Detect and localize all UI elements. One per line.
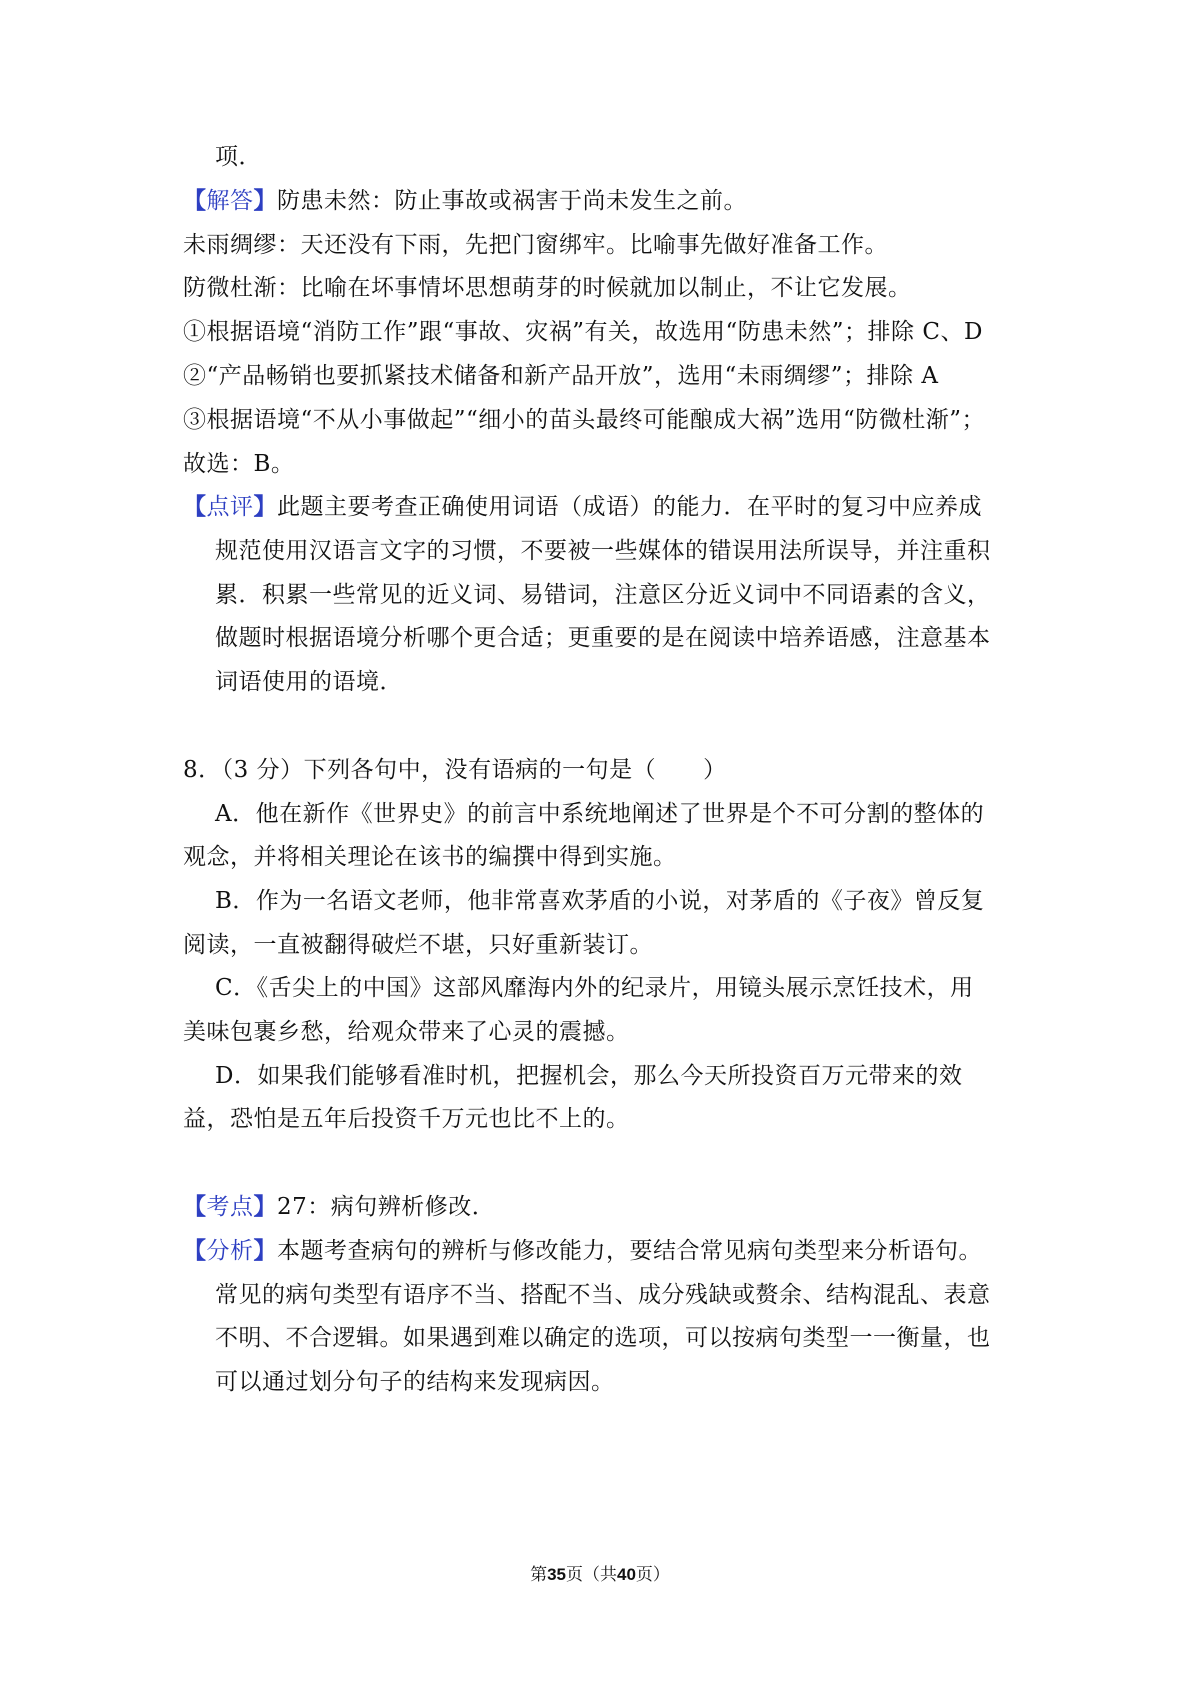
option-a: A．他在新作《世界史》的前言中系统地阐述了世界是个不可分割的整体的 <box>215 801 985 827</box>
text-line: 可以通过划分句子的结构来发现病因。 <box>215 1369 615 1395</box>
option-b: B．作为一名语文老师，他非常喜欢茅盾的小说，对茅盾的《子夜》曾反复 <box>215 888 985 914</box>
text-line: ①根据语境“消防工作”跟“事故、灾祸”有关，故选用“防患未然”；排除 C、D <box>183 319 983 345</box>
text-line: 累．积累一些常见的近义词、易错词，注意区分近义词中不同语素的含义， <box>215 582 991 608</box>
option-c: C．《舌尖上的中国》这部风靡海内外的纪录片，用镜头展示烹饪技术，用 <box>215 975 974 1001</box>
text-line: 不明、不合逻辑。如果遇到难以确定的选项，可以按病句类型一一衡量，也 <box>215 1325 991 1351</box>
text-line: 词语使用的语境． <box>215 669 403 695</box>
option-d-continued: 益，恐怕是五年后投资千万元也比不上的。 <box>183 1106 630 1132</box>
analysis-paragraph: 【分析】本题考查病句的辨析与修改能力，要结合常见病句类型来分析语句。 <box>183 1237 982 1264</box>
option-c-continued: 美味包裹乡愁，给观众带来了心灵的震撼。 <box>183 1019 630 1045</box>
option-b-continued: 阅读，一直被翻得破烂不堪，只好重新装订。 <box>183 932 653 958</box>
answer-paragraph: 【解答】防患未然：防止事故或祸害于尚未发生之前。 <box>183 187 747 214</box>
text-line: 项． <box>215 144 262 170</box>
text-line: 做题时根据语境分析哪个更合适；更重要的是在阅读中培养语感，注意基本 <box>215 625 991 651</box>
text-line: 规范使用汉语言文字的习惯，不要被一些媒体的错误用法所误导，并注重积 <box>215 538 991 564</box>
text-line: ②“产品畅销也要抓紧技术储备和新产品开放”，选用“未雨绸缪”；排除 A <box>183 363 939 389</box>
text-line: 未雨绸缪：天还没有下雨，先把门窗绑牢。比喻事先做好准备工作。 <box>183 232 888 258</box>
text-line: 常见的病句类型有语序不当、搭配不当、成分残缺或赘余、结构混乱、表意 <box>215 1282 991 1308</box>
keypoint-paragraph: 【考点】27：病句辨析修改． <box>183 1193 496 1220</box>
question-8: 8．（3 分）下列各句中，没有语病的一句是（ ） <box>183 757 727 783</box>
text-line: 防微杜渐：比喻在坏事情坏思想萌芽的时候就加以制止，不让它发展。 <box>183 275 912 301</box>
page-total: 40 <box>617 1565 636 1584</box>
text-line: 故选：B。 <box>183 451 295 477</box>
keypoint-tag: 考点 <box>206 1194 254 1220</box>
page-footer: 第35页（共40页） <box>530 1565 670 1585</box>
option-a-continued: 观念，并将相关理论在该书的编撰中得到实施。 <box>183 844 677 870</box>
comment-tag: 点评 <box>206 494 254 520</box>
analysis-tag: 分析 <box>206 1238 254 1264</box>
text-line: ③根据语境“不从小事做起”“细小的苗头最终可能酿成大祸”选用“防微杜渐”； <box>183 407 986 433</box>
page-number: 35 <box>547 1565 566 1584</box>
answer-tag: 解答 <box>206 188 254 214</box>
comment-paragraph: 【点评】此题主要考查正确使用词语（成语）的能力．在平时的复习中应养成 <box>183 493 982 520</box>
option-d: D．如果我们能够看准时机，把握机会，那么今天所投资百万元带来的效 <box>215 1063 963 1089</box>
